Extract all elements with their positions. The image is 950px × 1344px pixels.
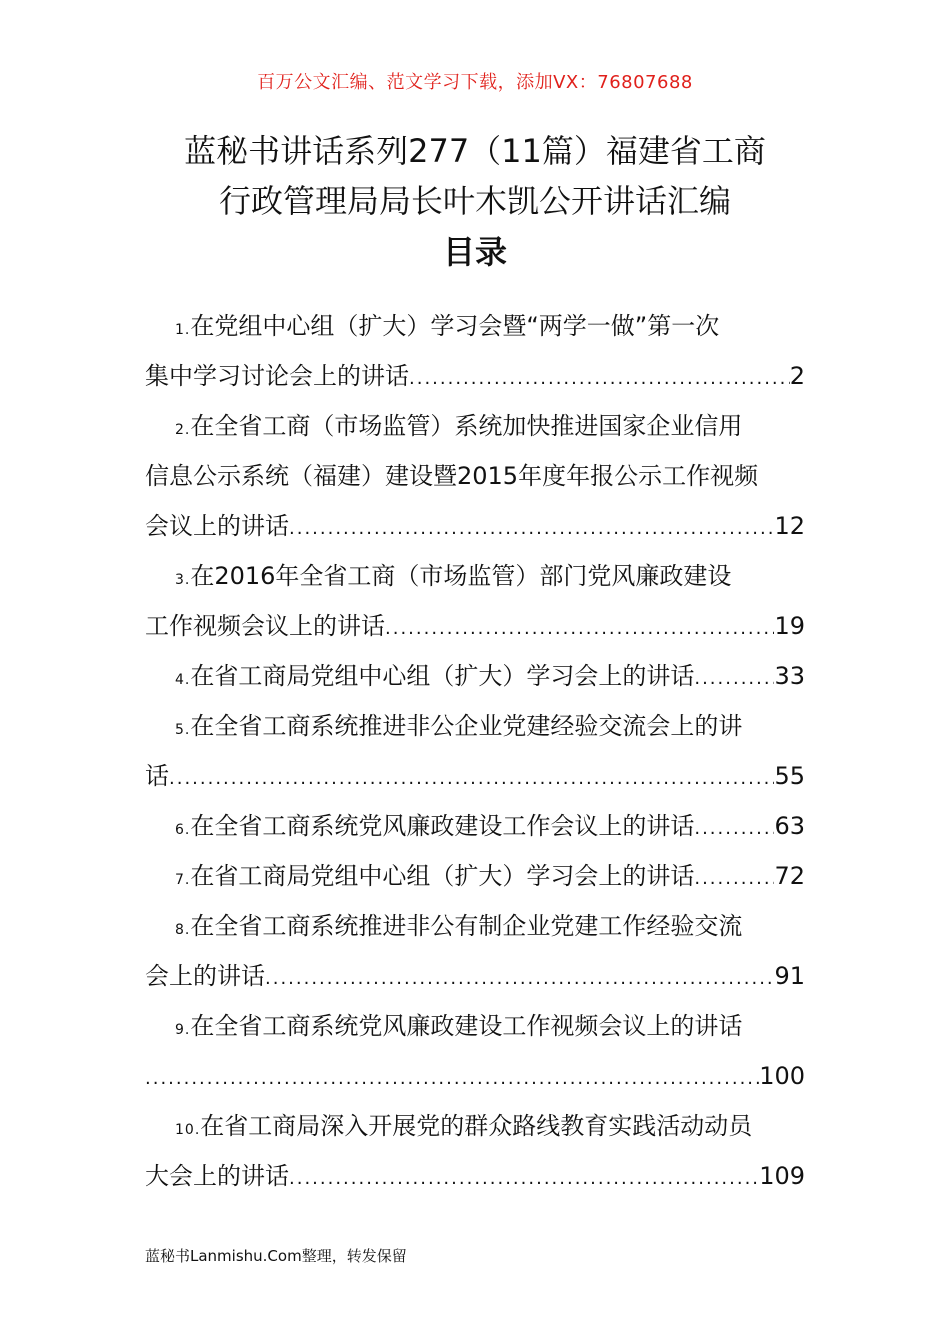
toc-dot-leader [385,604,774,651]
toc-entry-number: 4. [175,672,191,688]
toc-entry[interactable] [145,401,805,551]
toc-entry-title: 在全省工商系统党风廉政建设工作视频会议上的讲话 [190,1012,743,1040]
toc-entry-title: 在省工商局党组中心组（扩大）学习会上的讲话 [190,862,695,890]
toc-entry-number: 2. [175,422,191,438]
toc-dot-leader [694,804,774,851]
toc-entry-title-cont: 大会上的讲话 [145,1162,289,1190]
header-note: 百万公文汇编、范文学习下载，添加VX：76807688 [257,72,693,93]
toc-entry-number: 10. [175,1122,201,1138]
toc-dot-leader [289,1154,759,1201]
toc-entry-title: 在省工商局深入开展党的群众路线教育实践活动动员 [200,1112,753,1140]
toc-dot-leader [409,354,790,401]
toc-dot-leader [694,654,774,701]
title-line-2: 行政管理局局长叶木凯公开讲话汇编 [218,182,731,220]
toc-entry-title: 在党组中心组（扩大）学习会暨“两学一做”第一次 [190,312,720,340]
toc-entry-number: 8. [175,922,191,938]
toc-entry-title: 在全省工商系统推进非公企业党建经验交流会上的讲 [190,712,743,740]
toc-page-number: 100 [759,1062,805,1090]
toc-heading: 目录 [442,233,507,271]
toc-dot-leader [694,854,774,901]
toc-entry-number: 1. [175,322,191,338]
toc-entry-number: 6. [175,822,191,838]
toc-entry-title-cont: 会议上的讲话 [145,512,289,540]
toc-page-number: 55 [774,762,805,790]
toc-entry-title: 在全省工商系统党风廉政建设工作会议上的讲话 [190,812,695,840]
footer-note: 蓝秘书Lanmishu.Com整理，转发保留 [145,1247,407,1265]
toc-entry[interactable] [145,851,805,901]
toc-entry-title-cont: 集中学习讨论会上的讲话 [145,362,409,390]
toc-entry[interactable] [145,551,805,651]
toc-dot-leader [289,504,774,551]
toc-entry-title-cont: 话 [145,762,169,790]
toc-entry-title: 在省工商局党组中心组（扩大）学习会上的讲话 [190,662,695,690]
toc-dot-leader [169,754,774,801]
toc-entry-number: 3. [175,572,191,588]
toc-entry[interactable] [145,701,805,801]
toc-entry[interactable] [145,301,805,401]
toc-entry[interactable] [145,651,805,701]
toc-page-number: 2 [789,362,805,390]
toc-entry-number: 9. [175,1022,191,1038]
toc-entry-number: 5. [175,722,191,738]
toc-entry[interactable] [145,901,805,1001]
toc-entry[interactable] [145,1101,805,1201]
title-line-1: 蓝秘书讲话系列277（11篇）福建省工商 [184,132,766,170]
toc-page-number: 12 [774,512,805,540]
toc-entry-title: 在全省工商（市场监管）系统加快推进国家企业信用 [190,412,743,440]
table-of-contents [145,301,805,1201]
toc-dot-leader [265,954,774,1001]
toc-entry[interactable] [145,801,805,851]
toc-entry-title-cont: 会上的讲话 [145,962,265,990]
toc-entry-title: 在全省工商系统推进非公有制企业党建工作经验交流 [190,912,743,940]
toc-entry-number: 7. [175,872,191,888]
toc-page-number: 72 [774,862,805,890]
toc-page-number: 91 [774,962,805,990]
toc-page-number: 33 [774,662,805,690]
toc-entry[interactable] [145,1001,805,1101]
document-title [60,126,890,226]
toc-page-number: 63 [774,812,805,840]
toc-entry-title-cont: 工作视频会议上的讲话 [145,612,385,640]
toc-entry-title-cont: 信息公示系统（福建）建设暨2015年度年报公示工作视频 [145,462,759,490]
toc-page-number: 109 [759,1162,805,1190]
toc-dot-leader [145,1054,759,1101]
toc-entry-title: 在2016年全省工商（市场监管）部门党风廉政建设 [190,562,732,590]
toc-page-number: 19 [774,612,805,640]
